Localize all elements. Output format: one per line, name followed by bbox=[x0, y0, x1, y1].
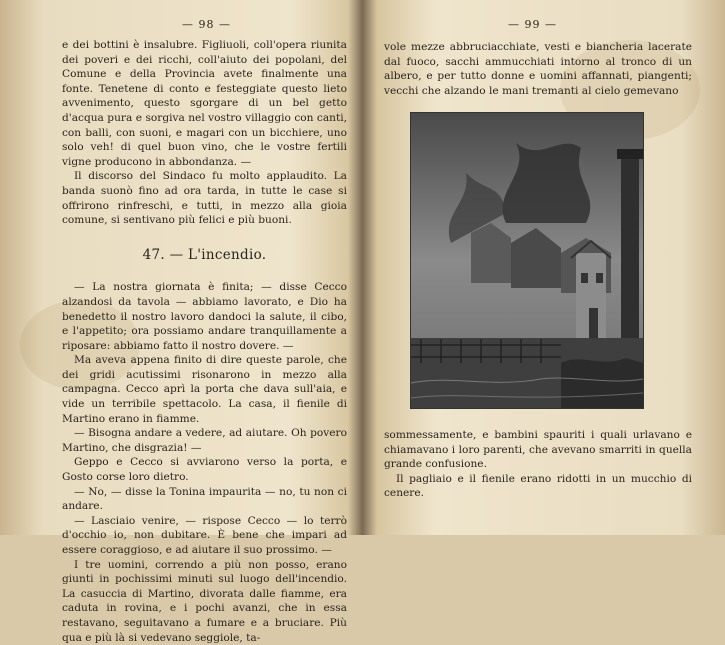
left-page-text bbox=[62, 38, 347, 645]
paragraph: I tre uomini, correndo a più non posso, erano giunti in pochissimi minuti sul luogo dell'incendio. La casuccia di Martino, divorata dalle fiamme, era caduta in rovina, e i pochi avanzi, che in essa restavano, seguitavano a fumare e a bruciare. Più qua e più là si vedevano seggiole, ta- bbox=[62, 558, 347, 644]
left-page bbox=[0, 0, 362, 644]
paragraph: — No, — disse la Tonina impaurita — no, tu non ci andare. bbox=[62, 485, 347, 513]
right-page-top-text bbox=[384, 40, 692, 98]
paragraph: vole mezze abbruciacchiate, vesti e biancheria lacerate dal fuoco, sacchi ammucchiati intorno al tronco di un albero, e per tutto donne e uomini affannati, piangenti; vecchi che alzando le mani tremanti al cielo gemevano bbox=[384, 41, 692, 97]
burning-house-engraving bbox=[411, 113, 643, 408]
paragraph: — La nostra giornata è finita; — disse Cecco alzandosi da tavola — abbiamo lavorato, e Dio ha benedetto il nostro lavoro dandoci la salute, il cibo, e l'appetito; ora possiamo andare tranquillamente a riposare: abbiamo fatto il nostro dovere. — bbox=[62, 281, 347, 352]
paragraph: Il pagliaio e il fienile erano ridotti in un mucchio di cenere. bbox=[384, 472, 692, 500]
right-page bbox=[368, 0, 725, 535]
fire-illustration bbox=[410, 112, 644, 409]
paragraph: Il discorso del Sindaco fu molto applaudito. La banda suonò fino ad ora tarda, in tutte le case si offrirono rinfreschi, e tutti, in mezzo alla gioia comune, si sentivano più felici e più buoni. bbox=[62, 170, 347, 227]
page-number: — 99 — bbox=[508, 18, 557, 31]
paragraph: Ma aveva appena finito di dire queste parole, che dei gridi acutissimi risonarono in mezzo alla campagna. Cecco aprì la porta che dava sull'aia, e vide un terribile spettacolo. La casa, il fienile di Martino erano in fiamme. bbox=[62, 354, 347, 425]
chapter-heading: 47. — L'incendio. bbox=[142, 246, 267, 263]
paragraph: — Lasciaio venire, — rispose Cecco — lo terrò d'occhio io, non dubitare. È bene che impari ad essere coraggioso, e ad aiutare il suo prossimo. — bbox=[62, 514, 347, 556]
paragraph: — Bisogna andare a vedere, ad aiutare. Oh povero Martino, che disgrazia! — bbox=[62, 427, 347, 454]
paragraph: Geppo e Cecco si avviarono verso la porta, e Gosto corse loro dietro. bbox=[62, 456, 347, 484]
paragraph: sommessamente, e bambini spauriti i quali urlavano e chiamavano i loro parenti, che avevano smarriti in quella grande confusione. bbox=[384, 429, 692, 471]
paragraph: e dei bottini è insalubre. Figliuoli, coll'opera riunita dei poveri e dei ricchi, coll'aiuto dei popolani, del Comune e della Provincia avete finalmente una fonte. Tenetene di conto e festeggiate questo lieto avvenimento, questo sgorgare di un bel getto d'acqua pura e sorgiva nel vostro villaggio con canti, con balli, con suoni, e magari con un bicchiere, uno solo veh! di quel buon vino, che le vostre fertili vigne producono in abbondanza. — bbox=[62, 39, 347, 168]
page-number: — 98 — bbox=[182, 18, 231, 31]
right-page-bottom-text bbox=[384, 428, 692, 501]
